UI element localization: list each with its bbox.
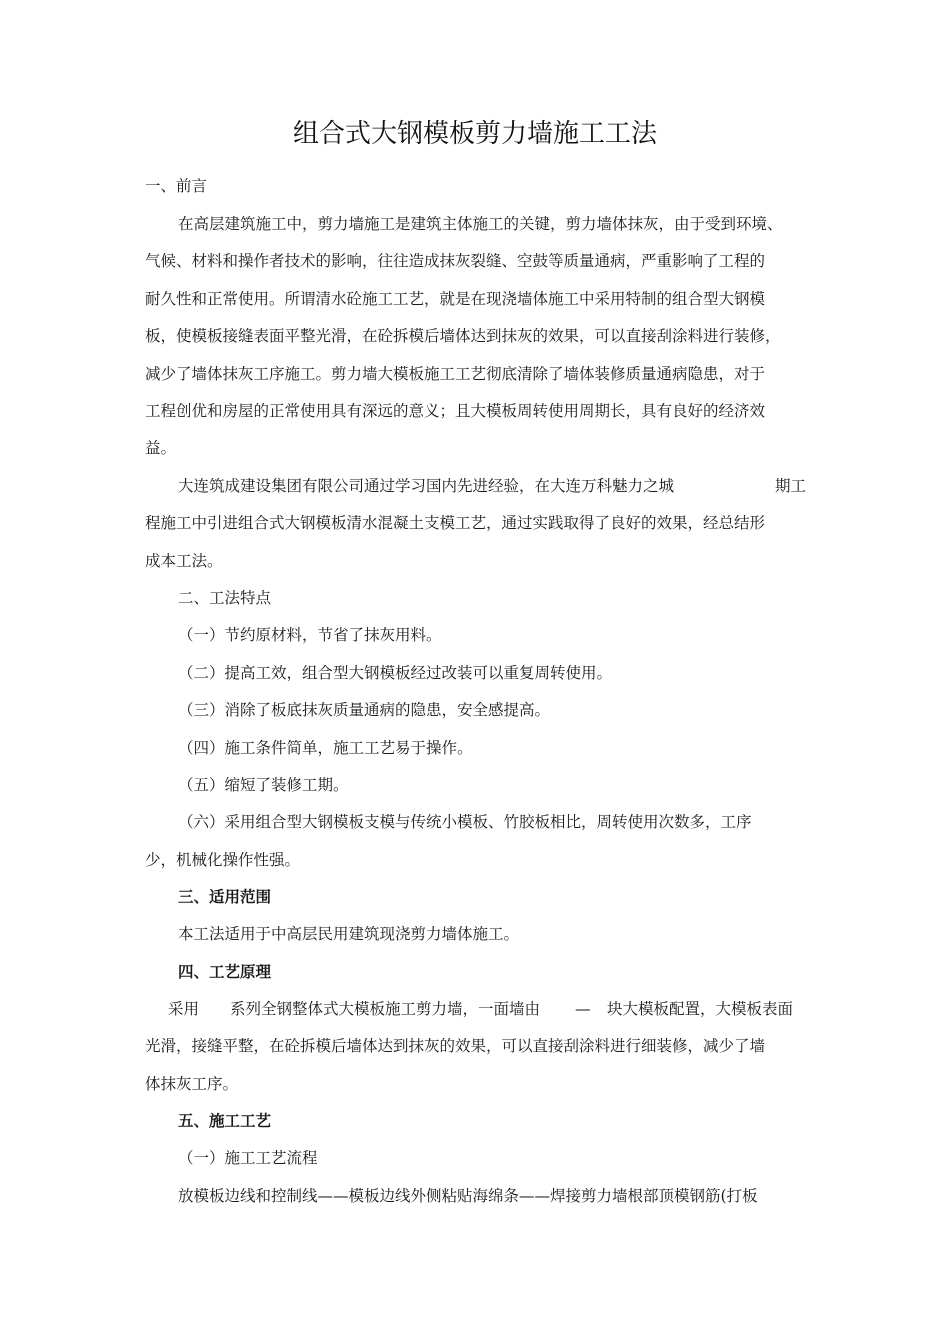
paragraph-line-fragment: 块大模板配置，大模板表面: [607, 1000, 794, 1018]
paragraph-line: 减少了墙体抹灰工序施工。剪力墙大模板施工工艺彻底清除了墙体装修质量通病隐患，对于: [145, 365, 766, 383]
feature-item: （二）提高工效，组合型大钢模板经过改装可以重复周转使用。: [178, 664, 613, 682]
paragraph-line: 板，使模板接缝表面平整光滑，在砼拆模后墙体达到抹灰的效果，可以直接刮涂料进行装修，: [145, 327, 781, 345]
subsection-heading: （一）施工工艺流程: [178, 1149, 318, 1167]
paragraph-line: 益。: [145, 439, 177, 457]
feature-item-continuation: 少，机械化操作性强。: [145, 851, 301, 869]
paragraph-line-fragment: 采用: [168, 1000, 200, 1018]
section-heading-process: 五、施工工艺: [178, 1111, 272, 1130]
paragraph-line: 在高层建筑施工中，剪力墙施工是建筑主体施工的关键，剪力墙体抹灰，由于受到环境、: [178, 215, 783, 233]
feature-item: （六）采用组合型大钢模板支模与传统小模板、竹胶板相比，周转使用次数多，工序: [178, 813, 752, 831]
feature-item: （五）缩短了装修工期。: [178, 776, 349, 794]
feature-item: （一）节约原材料，节省了抹灰用料。: [178, 626, 442, 644]
document-title: 组合式大钢模板剪力墙施工工法: [292, 119, 657, 149]
paragraph-line-fragment: 期工: [775, 477, 807, 495]
section-heading-features: 二、工法特点: [178, 589, 272, 607]
feature-item: （三）消除了板底抹灰质量通病的隐患，安全感提高。: [178, 701, 551, 719]
paragraph-line: 成本工法。: [145, 552, 223, 570]
paragraph-line: 程施工中引进组合式大钢模板清水混凝土支模工艺，通过实践取得了良好的效果，经总结形: [145, 514, 766, 532]
section-heading-principle: 四、工艺原理: [178, 962, 272, 981]
paragraph-line: 气候、材料和操作者技术的影响，往往造成抹灰裂缝、空鼓等质量通病，严重影响了工程的: [145, 252, 766, 270]
paragraph-line: 光滑，接缝平整，在砼拆模后墙体达到抹灰的效果，可以直接刮涂料进行细装修，减少了墙: [145, 1037, 766, 1055]
paragraph-line: 体抹灰工序。: [145, 1075, 239, 1093]
paragraph-line: 本工法适用于中高层民用建筑现浇剪力墙体施工。: [178, 925, 520, 943]
paragraph-line: 耐久性和正常使用。所谓清水砼施工工艺，就是在现浇墙体施工中采用特制的组合型大钢模: [145, 290, 766, 308]
section-heading-preface: 一、前言: [145, 177, 208, 195]
paragraph-line-fragment: 系列全钢整体式大模板施工剪力墙，一面墙由: [230, 1000, 541, 1018]
section-heading-scope: 三、适用范围: [178, 887, 272, 906]
paragraph-line-fragment: —: [575, 1000, 591, 1018]
feature-item: （四）施工条件简单，施工工艺易于操作。: [178, 739, 473, 757]
paragraph-line: 工程创优和房屋的正常使用具有深远的意义；且大模板周转使用周期长，具有良好的经济效: [145, 402, 766, 420]
paragraph-line: 大连筑成建设集团有限公司通过学习国内先进经验，在大连万科魅力之城: [178, 477, 675, 495]
paragraph-line: 放模板边线和控制线——模板边线外侧粘贴海绵条——焊接剪力墙根部顶模钢筋(打板: [178, 1187, 758, 1205]
